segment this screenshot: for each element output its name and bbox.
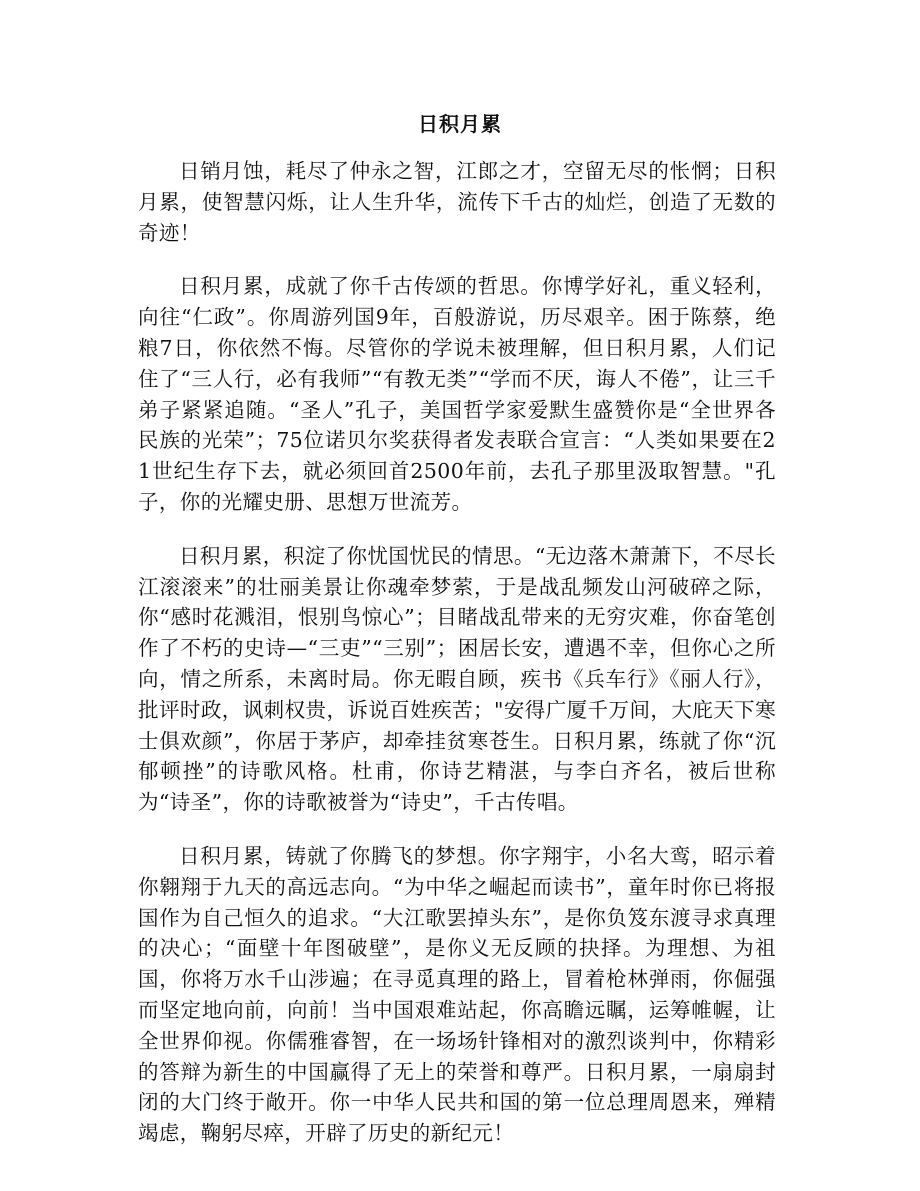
paragraph-du-fu: 日积月累，积淀了你忧国忧民的情思。“无边落木萧萧下，不尽长江滚滚来”的壮丽美景让你魂牵梦萦，于是战乱频发山河破碎之际，你“感时花溅泪，恨别鸟惊心”；目睹战乱带来的无穷灾难，你奋笔创作了不朽的史诗—“三吏”“三别”；困居长安，遭遇不幸，但你心之所向，情之所系，未离时局。你无暇自顾，疾书《兵车行》《丽人行》，批评时政，讽刺权贵，诉说百姓疾苦；"安得广厦千万间，大庇天下寒士俱欢颜”，你居于茅庐，却牵挂贫寒苍生。日积月累，练就了你“沉郁顿挫”的诗歌风格。杜甫，你诗艺精湛，与李白齐名，被后世称为“诗圣”，你的诗歌被誉为“诗史”，千古传唱。 — [138, 543, 776, 815]
document-body — [138, 156, 776, 1172]
document-title: 日积月累 — [418, 112, 502, 136]
paragraph-confucius: 日积月累，成就了你千古传颂的哲思。你博学好礼，重义轻利，向往“仁政”。你周游列国9年，百般游说，历尽艰辛。困于陈蔡，绝粮7日，你依然不悔。尽管你的学说未被理解，但日积月累，人们记住了“三人行，必有我师”“有教无类”“学而不厌，诲人不倦”，让三千弟子紧紧追随。“圣人”孔子，美国哲学家爱默生盛赞你是“全世界各民族的光荣”；75位诺贝尔奖获得者发表联合宣言：“人类如果要在21世纪生存下去，就必须回首2500年前，去孔子那里汲取智慧。"孔子，你的光耀史册、思想万世流芳。 — [138, 274, 776, 514]
paragraph-zhou-enlai: 日积月累，铸就了你腾飞的梦想。你字翔宇，小名大鸾，昭示着你翱翔于九天的高远志向。“为中华之崛起而读书”，童年时你已将报国作为自己恒久的追求。“大江歌罢掉头东”，是你负笈东渡寻求真理的决心；“面壁十年图破壁”，是你义无反顾的抉择。为理想、为祖国，你将万水千山涉遍；在寻觅真理的路上，冒着枪林弹雨，你倔强而坚定地向前，向前！当中国艰难站起，你高瞻远瞩，运筹帷幄，让全世界仰视。你儒雅睿智，在一场场针锋相对的激烈谈判中，你精彩的答辩为新生的中国赢得了无上的荣誉和尊严。日积月累，一扇扇封闭的大门终于敞开。你一中华人民共和国的第一位总理周恩来，殚精竭虑，鞠躬尽瘁，开辟了历史的新纪元！ — [138, 843, 776, 1146]
paragraph-intro: 日销月蚀，耗尽了仲永之智，江郎之才，空留无尽的怅惘；日积月累，使智慧闪烁，让人生升华，流传下千古的灿烂，创造了无数的奇迹！ — [138, 159, 776, 245]
